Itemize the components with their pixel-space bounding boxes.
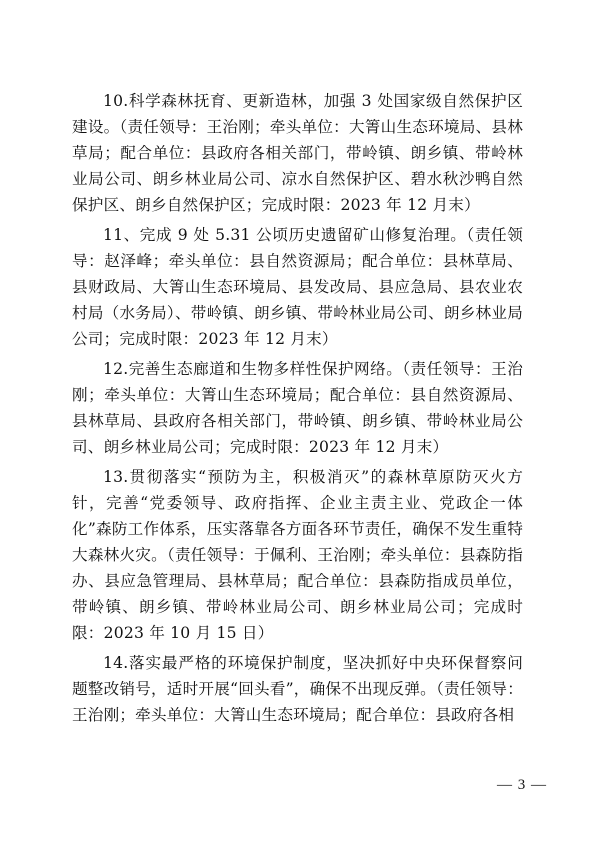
paragraph-item-10: 10.科学森林抚育、更新造林，加强 3 处国家级自然保护区建设。（责任领导：王治刚；牵头单位：大箐山生态环境局、县林草局；配合单位：县政府各相关部门，带岭镇、朗乡镇、带岭林业局公司、朗乡林业局公司、凉水自然保护区、碧水秋沙鸭自然保护区、朗乡自然保护区；完成时限：2023 年 12 月末） <box>72 92 523 214</box>
paragraph-item-11: 11、完成 9 处 5.31 公顷历史遗留矿山修复治理。（责任领导：赵泽峰；牵头单位：县自然资源局；配合单位：县林草局、县财政局、大箐山生态环境局、县发改局、县应急局、县农业农村局（水务局）、带岭镇、朗乡镇、带岭林业局公司、朗乡林业局公司；完成时限：2023 年 12 月末） <box>72 226 523 348</box>
paragraph-item-13: 13.贯彻落实“预防为主，积极消灭”的森林草原防灭火方针，完善“党委领导、政府指挥、企业主责主业、党政企一体化”森防工作体系，压实落靠各方面各环节责任，确保不发生重特大森林火灾。（责任领导：于佩利、王治刚；牵头单位：县森防指办、县应急管理局、县林草局；配合单位：县森防指成员单位，带岭镇、朗乡镇、带岭林业局公司、朗乡林业局公司；完成时限：2023 年 10 月 15 日） <box>72 468 523 642</box>
document-body <box>72 88 523 732</box>
page-number: — 3 — <box>497 777 547 793</box>
paragraph-item-12: 12.完善生态廊道和生物多样性保护网络。（责任领导：王治刚；牵头单位：大箐山生态环境局；配合单位：县自然资源局、县林草局、县政府各相关部门，带岭镇、朗乡镇、带岭林业局公司、朗乡林业局公司；完成时限：2023 年 12 月末） <box>72 360 523 456</box>
paragraph-item-14: 14.落实最严格的环境保护制度，坚决抓好中央环保督察问题整改销号，适时开展“回头看”，确保不出现反弹。（责任领导：王治刚；牵头单位：大箐山生态环境局；配合单位：县政府各相 <box>72 654 523 724</box>
